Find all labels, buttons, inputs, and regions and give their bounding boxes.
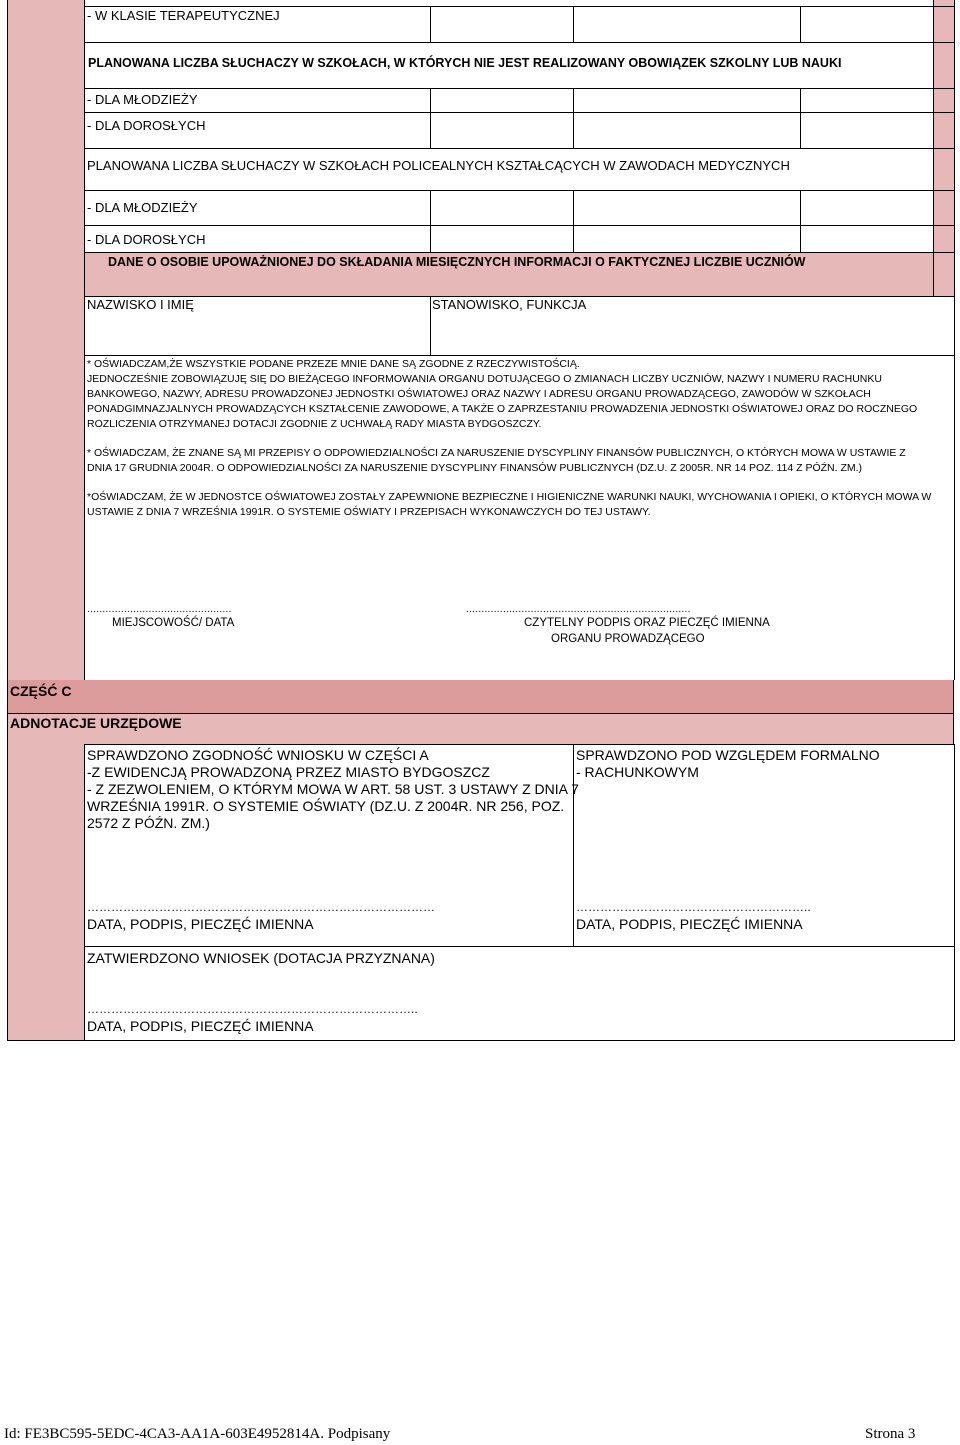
- left-margin-column: [7, 0, 85, 680]
- right-signature-label: DATA, PODPIS, PIECZĘĆ IMIENNA: [576, 916, 803, 932]
- left-signature-label: DATA, PODPIS, PIECZĘĆ IMIENNA: [87, 916, 314, 932]
- checked-formal-line2: - RACHUNKOWYM: [576, 764, 699, 780]
- document-id: Id: FE3BC595-5EDC-4CA3-AA1A-603E4952814A. Podpisany: [4, 1426, 391, 1442]
- declaration-obligation: JEDNOCZEŚNIE ZOBOWIĄZUJĘ SIĘ DO BIEŻĄCEGO INFORMOWANIA ORGANU DOTUJĄCEGO O ZMIANACH LICZBY UCZNIÓW, NAZWY I NUMERU RACHUNKU BANKOWEGO, NAZWY, ADRESU PROWADZONEJ JEDNOSTKI OŚWIATOWEJ ORAZ NAZWY I ADRESU ORGANU PROWADZĄCEGO, ZAWODÓW W SZKOŁACH PONADGIMNAZJALNYCH PROWADZĄCYCH KSZTAŁCENIE ZAWODOWE, A TAKŻE O ZAPRZESTANIU PROWADZENIA JEDNOSTKI OŚWIATOWEJ ORAZ DO ROCZNEGO ROZLICZENIA OTRZYMANEJ DOTACJI ZGODNIE Z UCHWAŁĄ RADY MIASTA BYDGOSZCZY.: [87, 373, 918, 430]
- checked-part-a-line3: - Z ZEZWOLENIEM, O KTÓRYM MOWA W ART. 58 UST. 3 USTAWY Z DNIA 7: [87, 781, 579, 797]
- checked-formal-line1: SPRAWDZONO POD WZGLĘDEM FORMALNO: [576, 747, 880, 763]
- place-date-dots: ...............................................: [87, 604, 232, 615]
- checked-part-a-line5: 2572 Z PÓŹN. ZM.): [87, 815, 210, 831]
- authorized-person-heading: DANE O OSOBIE UPOWAŻNIONEJ DO SKŁADANIA MIESIĘCZNYCH INFORMACJI O FAKTYCZNEJ LICZBIE UCZNIÓW: [108, 255, 806, 269]
- part-c-title: CZĘŚĆ C: [10, 683, 72, 699]
- approved-signature-label: DATA, PODPIS, PIECZĘĆ IMIENNA: [87, 1018, 314, 1034]
- adults-label-2: - DLA DOROSŁYCH: [87, 232, 206, 247]
- checked-part-a-line2: -Z EWIDENCJĄ PROWADZONĄ PRZEZ MIASTO BYDGOSZCZ: [87, 764, 490, 780]
- part-c-left-column: [7, 744, 85, 1041]
- declaration-safety: *OŚWIADCZAM, ŻE W JEDNOSTCE OŚWIATOWEJ ZOSTAŁY ZAPEWNIONE BEZPIECZNE I HIGIENICZNE WARUNKI NAUKI, WYCHOWANIA I OPIEKI, O KTÓRYCH MOWA W USTAWIE Z DNIA 7 WRZEŚNIA 1991R. O SYSTEMIE OŚWIATY I PRZEPISACH WYKONAWCZYCH DO TEJ USTAWY.: [87, 491, 932, 518]
- planned-students-heading-1: PLANOWANA LICZBA SŁUCHACZY W SZKOŁACH, W KTÓRYCH NIE JEST REALIZOWANY OBOWIĄZEK SZKOLNY LUB NAUKI: [88, 56, 842, 70]
- declaration-finance: * OŚWIADCZAM, ŻE ZNANE SĄ MI PRZEPISY O ODPOWIEDZIALNOŚCI ZA NARUSZENIE DYSCYPLINY FINANSÓW PUBLICZNYCH, O KTÓRYCH MOWA W USTAWIE Z DNIA 17 GRUDNIA 2004R. O ODPOWIEDZIALNOŚCI ZA NARUSZENIE DYSCYPLINY FINANSÓW PUBLICZNYCH (DZ.U. Z 2005R. NR 14 POZ. 114 Z PÓŹN. ZM.): [87, 447, 906, 474]
- planned-students-heading-2: PLANOWANA LICZBA SŁUCHACZY W SZKOŁACH POLICEALNYCH KSZTAŁCĄCYCH W ZAWODACH MEDYCZNYCH: [87, 158, 790, 173]
- declarations: [87, 357, 932, 520]
- youth-label-1: - DLA MŁODZIEŻY: [87, 92, 198, 107]
- right-signature-dots: …………………………………………………..: [576, 900, 811, 914]
- approved-label: ZATWIERDZONO WNIOSEK (DOTACJA PRZYZNANA): [87, 950, 435, 966]
- approved-signature-dots: ………………………………………………………………………..: [87, 1002, 418, 1016]
- official-notes-title: ADNOTACJE URZĘDOWE: [10, 715, 182, 731]
- name-label: NAZWISKO I IMIĘ: [87, 297, 194, 312]
- therapeutic-class-label: - W KLASIE TERAPEUTYCZNEJ: [87, 8, 280, 23]
- signature-label-line1: CZYTELNY PODPIS ORAZ PIECZĘĆ IMIENNA: [524, 617, 770, 629]
- declaration-truth: * OŚWIADCZAM,ŻE WSZYSTKIE PODANE PRZEZE MNIE DANE SĄ ZGODNE Z RZECZYWISTOŚCIĄ.: [87, 358, 580, 370]
- left-signature-dots: ……………………………………………………………………………: [87, 900, 435, 914]
- adults-label-1: - DLA DOROSŁYCH: [87, 118, 206, 133]
- checked-part-a-line1: SPRAWDZONO ZGODNOŚĆ WNIOSKU W CZĘŚCI A: [87, 747, 429, 763]
- place-date-label: MIEJSCOWOŚĆ/ DATA: [112, 617, 235, 629]
- youth-label-2: - DLA MŁODZIEŻY: [87, 200, 198, 215]
- position-label: STANOWISKO, FUNKCJA: [432, 297, 587, 312]
- signature-label-line2: ORGANU PROWADZĄCEGO: [551, 633, 705, 645]
- page-number: Strona 3: [865, 1426, 916, 1442]
- part-c-header: [7, 680, 954, 714]
- checked-part-a-line4: WRZEŚNIA 1991R. O SYSTEMIE OŚWIATY (DZ.U. Z 2004R. NR 256, POZ.: [87, 798, 565, 814]
- signature-dots: .........................................................................: [466, 604, 691, 615]
